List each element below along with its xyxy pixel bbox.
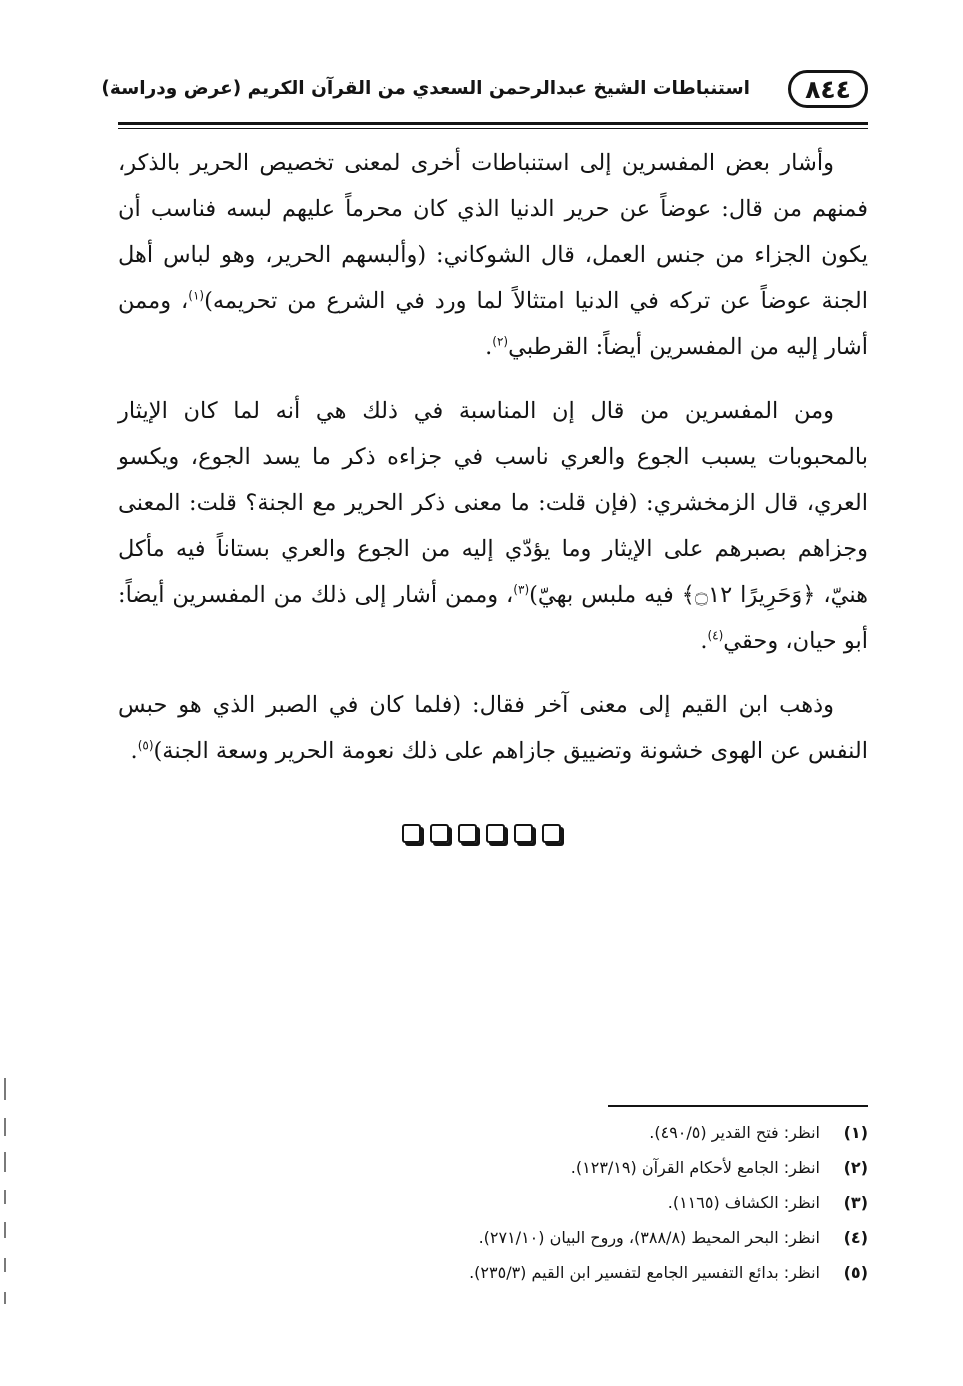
footnote-number: (١) (843, 1123, 868, 1142)
scan-mark (4, 1222, 6, 1238)
text-segment: ، وممن أشار إلى ذلك من المفسرين أيضاً: أبو حيان، وحقي (118, 582, 868, 654)
footnote-ref[interactable]: (٣) (513, 582, 530, 597)
scan-mark (4, 1258, 6, 1272)
text-segment: . (485, 334, 493, 360)
footnote-item (118, 1255, 868, 1290)
header-rule-thick (118, 122, 868, 125)
main-text (118, 140, 868, 774)
footnote-number: (٣) (843, 1193, 868, 1212)
scan-mark (4, 1152, 6, 1172)
header-rule-thin (118, 128, 868, 129)
footnote-item (118, 1185, 868, 1220)
footnote-ref[interactable]: (٢) (492, 334, 509, 349)
footnote-ref[interactable]: (٤) (707, 628, 724, 643)
footnote-number: (٤) (843, 1228, 868, 1247)
running-title: استنباطات الشيخ عبدالرحمن السعدي من القرآن الكريم (عرض ودراسة) (101, 78, 750, 99)
text-segment: ومن المفسرين من قال إن المناسبة في ذلك هي أنه لما كان الإيثار بالمحبوبات يسبب الجوع والعري ناسب في جزاءه ذكر ما يسد الجوع، ويكسو العري، قال الزمخشري: (فإن قلت: ما معنى ذكر الحرير مع الجنة؟ قلت: المعنى وجزاهم بصبرهم على الإيثار وما يؤدّي إليه من الجوع والعري بستاناً فيه مأكل هنيّ، ﴿وَحَرِيرًا ۝١٢﴾ فيه ملبس بهيّ) (118, 398, 868, 608)
scan-mark (4, 1190, 6, 1204)
footnotes (118, 1115, 868, 1290)
page-number-badge: ٨٤٤ (788, 70, 868, 108)
footnote-item (118, 1115, 868, 1150)
separator-box-icon (402, 824, 421, 843)
text-segment: وذهب ابن القيم إلى معنى آخر فقال: (فلما كان في الصبر الذي هو حبس النفس عن الهوى خشونة وتضييق جازاهم على ذلك نعومة الحرير وسعة الجنة) (118, 692, 868, 764)
text-segment: . (130, 738, 138, 764)
paragraph-3 (118, 682, 868, 774)
scan-mark (4, 1078, 6, 1100)
footnote-text: انظر: الكشاف (١١٦٥). (667, 1193, 820, 1212)
separator-box-icon (542, 824, 561, 843)
text-segment: وأشار بعض المفسرين إلى استنباطات أخرى لمعنى تخصيص الحرير بالذكر، فمنهم من قال: عوضاً عن حرير الدنيا الذي كان محرماً عليهم لبسه فناسب أن يكون الجزاء من جنس العمل، قال الشوكاني: (وألبسهم الحرير، وهو لباس أهل الجنة عوضاً عن تركه في الدنيا امتثالاً لما ورد في الشرع من تحريمه) (118, 150, 869, 314)
footnote-text: انظر: البحر المحيط (٣٨٨/٨)، وروح البيان (٢٧١/١٠). (478, 1228, 820, 1247)
footnote-text: انظر: بدائع التفسير الجامع لتفسير ابن القيم (٢٣٥/٣). (469, 1263, 820, 1282)
footnote-number: (٥) (843, 1263, 868, 1282)
page-header (101, 66, 868, 122)
separator-box-icon (430, 824, 449, 843)
scan-mark (4, 1292, 6, 1304)
footnote-ref[interactable]: (٥) (137, 738, 154, 753)
scan-mark (4, 1118, 6, 1136)
text-segment: ، وممن أشار إليه من المفسرين أيضاً: القرطبي (118, 288, 868, 360)
paragraph-2 (118, 388, 868, 664)
separator-box-icon (514, 824, 533, 843)
separator-box-icon (458, 824, 477, 843)
footnote-item (118, 1220, 868, 1255)
footnote-item (118, 1150, 868, 1185)
text-segment: . (700, 628, 708, 654)
separator-box-icon (486, 824, 505, 843)
footnote-number: (٢) (843, 1158, 868, 1177)
footnote-text: انظر: الجامع لأحكام القرآن (١٢٣/١٩). (570, 1158, 820, 1177)
footnote-text: انظر: فتح القدير (٤٩٠/٥). (649, 1123, 820, 1142)
footnote-rule (608, 1105, 868, 1107)
paragraph-1 (118, 140, 868, 370)
footnote-ref[interactable]: (١) (188, 288, 205, 303)
section-separator (0, 824, 963, 843)
